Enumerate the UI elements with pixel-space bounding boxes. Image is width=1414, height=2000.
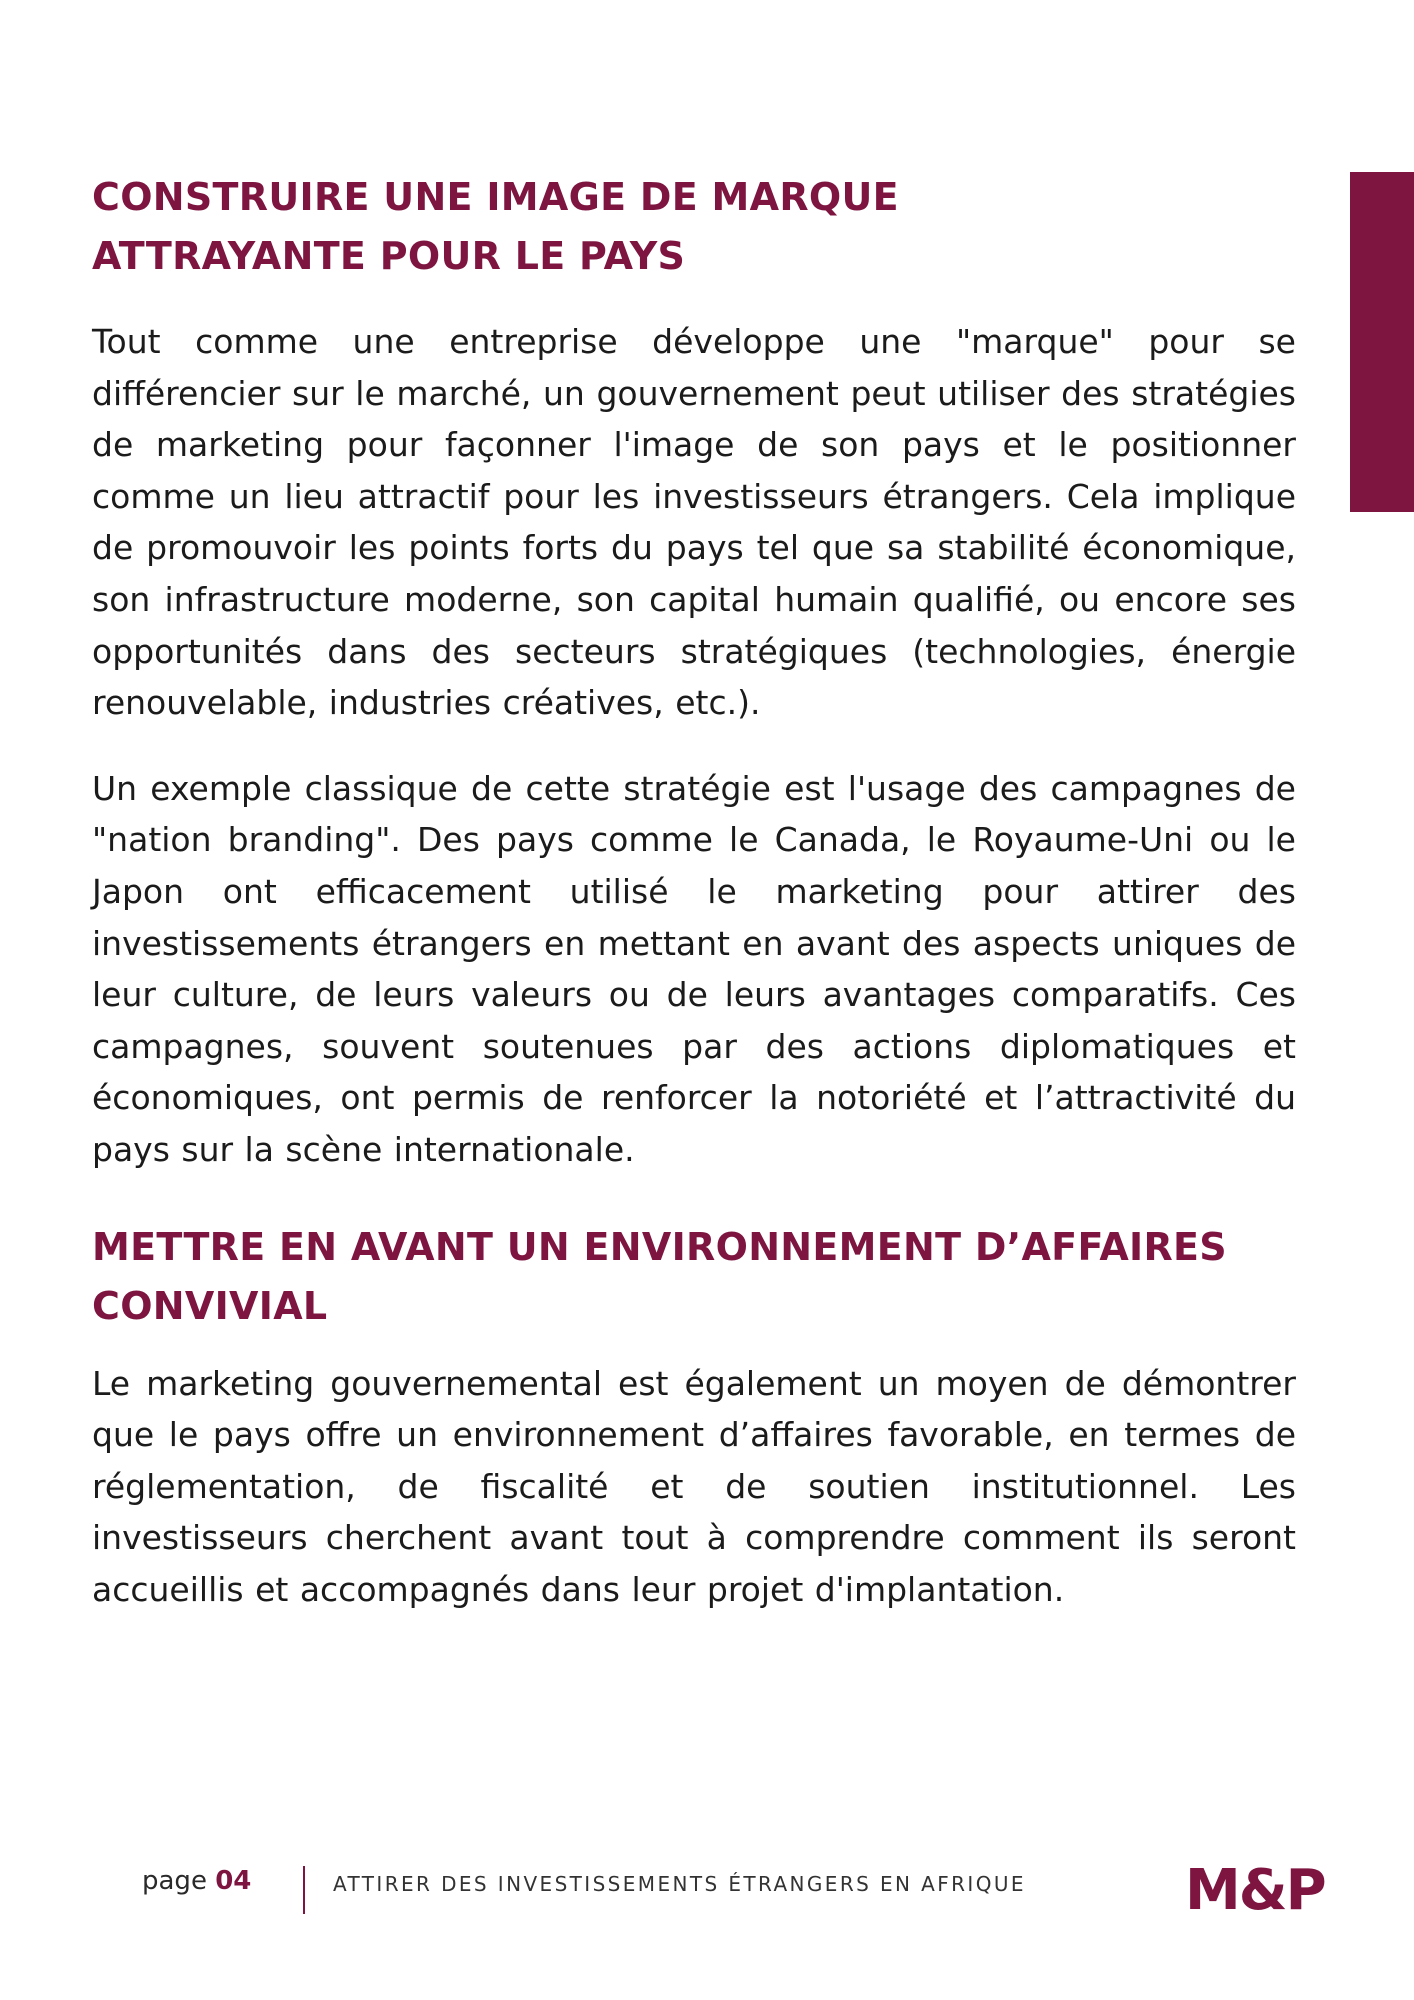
page-label: page — [142, 1866, 207, 1896]
page-number — [142, 1866, 251, 1896]
paragraph-nation-branding: Un exemple classique de cette stratégie est l'usage des campagnes de "nation branding". Des pays comme le Canada, le Royaume-Uni ou le Japon ont efficacement utilisé le marketing pour attirer des investissements étrangers en mettant en avant des aspects uniques de leur culture, de leurs valeurs ou de leurs avantages comparatifs. Ces campagnes, souvent soutenues par des actions diplomatiques et économiques, ont permis de renforcer la notoriété et l’attractivité du pays sur la scène internationale. — [92, 768, 1296, 1169]
mp-logo: M&P — [1185, 1858, 1325, 1923]
side-accent-tab — [1350, 172, 1414, 512]
page-number-value: 04 — [215, 1866, 252, 1896]
section-heading-brand-image: CONSTRUIRE UNE IMAGE DE MARQUE ATTRAYANTE POUR LE PAYS — [92, 175, 899, 278]
paragraph-brand-image-intro: Tout comme une entreprise développe une "marque" pour se différencier sur le marché, un gouvernement peut utiliser des stratégies de marketing pour façonner l'image de son pays et le positionner comme un lieu attractif pour les investisseurs étrangers. Cela implique de promouvoir les points forts du pays tel que sa stabilité économique, son infrastructure moderne, son capital humain qualifié, ou encore ses opportunités dans des secteurs stratégiques (technologies, énergie renouvelable, industries créatives, etc.). — [92, 322, 1296, 723]
paragraph-business-environment: Le marketing gouvernemental est également un moyen de démontrer que le pays offre un environnement d’affaires favorable, en termes de réglementation, de fiscalité et de soutien institutionnel. Les investisseurs cherchent avant tout à comprendre comment ils seront accueillis et accompagnés dans leur projet d'implantation. — [92, 1363, 1296, 1609]
section-heading-business-environment: METTRE EN AVANT UN ENVIRONNEMENT D’AFFAIRES CONVIVIAL — [92, 1224, 1227, 1328]
footer-divider — [303, 1866, 305, 1914]
page-content — [92, 168, 1296, 1615]
footer-document-title: ATTIRER DES INVESTISSEMENTS ÉTRANGERS EN AFRIQUE — [333, 1872, 1026, 1896]
